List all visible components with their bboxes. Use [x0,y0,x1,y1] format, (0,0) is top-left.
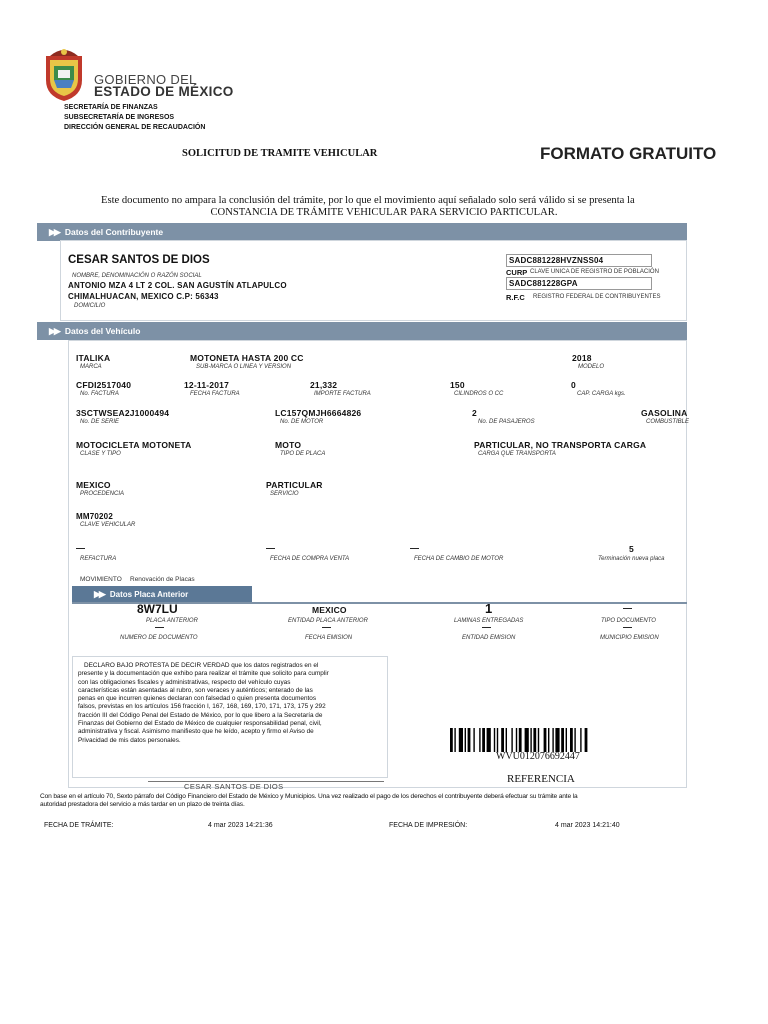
tipo-doc-value: — [623,603,632,613]
fecha-impresion-value: 4 mar 2023 14:21:40 [555,822,620,829]
tipo-placa-label: TIPO DE PLACA [280,451,326,457]
refactura-value: — [76,543,85,553]
declaracion-line: penas en que incurren quienes declaran con falsedad o quien presenta documentos [78,695,317,703]
combustible-label: COMBUSTIBLE [646,419,690,425]
legal-line-1: Con base en el artículo 70, Sexto párrafo del Código Financiero del Estado de México y Municipios. Una vez realizado el pago de los derechos el contribuyente deberá efectuar su trámite ante la [40,793,578,800]
pasajeros-value: 2 [472,408,477,418]
terminacion-value: 5 [629,544,634,554]
clase-value: MOTOCICLETA MOTONETA [76,440,192,450]
chevron-right-icon: ▶▶ [49,227,59,237]
carga-label: CAP. CARGA kgs. [577,391,626,397]
form-title: SOLICITUD DE TRAMITE VEHICULAR [182,148,378,159]
importe-value: 21,332 [310,380,338,390]
laminas-label: LAMINAS ENTREGADAS [454,618,524,624]
factura-label: No. FACTURA [80,391,119,397]
fecha-emision-value: — [322,622,331,632]
tipo-doc-label: TIPO DOCUMENTO [601,618,656,624]
clase-label: CLASE Y TIPO [80,451,121,457]
terminacion-label: Terminación nueva placa [598,556,665,562]
modelo-label: MODELO [578,364,605,370]
combustible-value: GASOLINA [641,408,688,418]
fecha-compra-label: FECHA DE COMPRA VENTA [270,556,350,562]
fecha-tramite-label: FECHA DE TRÁMITE: [44,822,114,829]
name-label: NOMBRE, DENOMINACIÓN O RAZÓN SOCIAL [72,273,202,279]
legal-line-2: autoridad prestadora del servicio a más tardar en un plazo de treinta días. [40,801,245,808]
declaracion-line: Finanzas del Gobierno del Estado de México de cualquier responsabilidad penal, civil, [78,720,322,728]
num-doc-value: — [155,622,164,632]
address-label: DOMICILIO [74,303,106,309]
vehiculo-section-title: Datos del Vehículo [64,326,141,336]
curp-label: CLAVE UNICA DE REGISTRO DE POBLACIÓN [530,269,659,275]
declaracion-line: características están asentadas al rubro, son veraces y auténticos; enterado de las [78,686,313,694]
marca-label: MARCA [80,364,102,370]
gov-line-1: GOBIERNO DEL [94,72,197,87]
declaracion-line: presente y la documentación que exhibo para realizar el trámite que solicito para cumplir [78,670,329,678]
entidad-label: ENTIDAD PLACA ANTERIOR [288,618,368,624]
pasajeros-label: No. DE PASAJEROS [478,419,535,425]
laminas-value: 1 [485,601,493,616]
municipio-value: — [623,622,632,632]
address-line-1: ANTONIO MZA 4 LT 2 COL. SAN AGUSTÍN ATLAPULCO [68,281,287,290]
clave-value: MM70202 [76,512,113,521]
num-doc-label: NUMERO DE DOCUMENTO [120,635,198,641]
dept-3: DIRECCIÓN GENERAL DE RECAUDACIÓN [64,124,206,131]
contribuyente-name: CESAR SANTOS DE DIOS [68,254,210,266]
clave-label: CLAVE VEHICULAR [80,522,136,528]
declaracion-line: falsos, previstas en los artículos 156 fracción I, 167, 168, 169, 170, 171, 173, 175 y 292 [78,703,326,711]
placa-section-header [72,586,252,602]
notice-line-1: Este documento no ampara la conclusión del trámite, por lo que el movimiento aquí señalado solo será válido si se presenta la [101,195,635,206]
notice-line-2: CONSTANCIA DE TRÁMITE VEHICULAR PARA SERVICIO PARTICULAR. [210,207,558,218]
submarca-label: SUB-MARCA O LINEA Y VERSION [196,364,292,370]
rfc-key: R.F.C [506,293,525,302]
declaracion-line: Privacidad de mis datos personales. [78,736,181,744]
carga-value: 0 [571,380,576,390]
fecha-factura-label: FECHA FACTURA [190,391,240,397]
placa-section-title: Datos Placa Anterior [109,590,189,599]
procedencia-value: MEXICO [76,480,111,490]
carga-transporta-label: CARGA QUE TRANSPORTA [478,451,556,457]
rfc-label: REGISTRO FEDERAL DE CONTRIBUYENTES [533,294,661,300]
movimiento-key: MOVIMIENTO [80,576,122,583]
barcode [450,728,638,752]
entidad-emision-value: — [482,622,491,632]
entidad-emision-label: ENTIDAD EMISION [462,635,516,641]
gov-line-2: ESTADO DE MÉXICO [94,84,234,99]
entidad-value: MEXICO [312,605,347,615]
serie-value: 3SCTWSEA2J1000494 [76,408,170,418]
curp-key: CURP [506,268,528,277]
declaracion-line: fracción III del Código Penal del Estado de México, por lo que libero a la Secretaría de [78,711,323,719]
chevron-right-icon: ▶▶ [94,589,104,599]
rfc-value: SADC881228GPA [506,277,652,290]
barcode-text: WVU012076692447 [496,751,580,762]
dept-1: SECRETARÍA DE FINANZAS [64,104,158,111]
importe-label: IMPORTE FACTURA [314,391,371,397]
estado-de-mexico-seal-logo [40,46,88,102]
motor-label: No. DE MOTOR [280,419,324,425]
declaracion-text [78,662,384,745]
contribuyente-section-title: Datos del Contribuyente [64,227,164,237]
serie-label: No. DE SERIE [80,419,120,425]
declaracion-line: administrativa y fiscal. Asimismo manifiesto que he leído, acepto y firmo el Aviso de [78,728,314,736]
procedencia-label: PROCEDENCIA [80,491,125,497]
placa-anterior-value: 8W7LU [137,602,178,616]
curp-value: SADC881228HVZNSS04 [506,254,652,267]
fecha-motor-value: — [410,543,419,553]
signer-name: CESAR SANTOS DE DIOS [184,782,284,791]
vehiculo-section-header [37,322,687,340]
referencia-label: REFERENCIA [507,773,575,785]
tipo-placa-value: MOTO [275,440,302,450]
servicio-label: SERVICIO [270,491,299,497]
submarca-value: MOTONETA HASTA 200 CC [190,353,304,363]
address-line-2: CHIMALHUACAN, MEXICO C.P: 56343 [68,292,219,301]
free-format-label: FORMATO GRATUITO [540,144,717,163]
motor-value: LC157QMJH6664826 [275,408,362,418]
fecha-tramite-value: 4 mar 2023 14:21:36 [208,822,273,829]
cilindros-value: 150 [450,380,465,390]
marca-value: ITALIKA [76,353,111,363]
modelo-value: 2018 [572,353,592,363]
fecha-factura-value: 12-11-2017 [184,380,230,390]
placa-anterior-label: PLACA ANTERIOR [146,618,198,624]
municipio-label: MUNICIPIO EMISION [600,635,659,641]
declaracion-line: DECLARO BAJO PROTESTA DE DECIR VERDAD que los datos registrados en el [84,662,319,669]
factura-value: CFDI2517040 [76,380,132,390]
movimiento-value: Renovación de Placas [130,576,195,583]
carga-transporta-value: PARTICULAR, NO TRANSPORTA CARGA [474,440,647,450]
refactura-label: REFACTURA [80,556,117,562]
contribuyente-section-header [37,223,687,241]
chevron-right-icon: ▶▶ [49,326,59,336]
fecha-impresion-label: FECHA DE IMPRESIÓN: [389,822,468,829]
fecha-compra-value: — [266,543,275,553]
dept-2: SUBSECRETARÍA DE INGRESOS [64,114,175,121]
cilindros-label: CILINDROS O CC [454,391,504,397]
fecha-motor-label: FECHA DE CAMBIO DE MOTOR [414,556,504,562]
declaracion-line: con las obligaciones fiscales y administrativas, respecto del vehículo cuyas [78,678,291,686]
servicio-value: PARTICULAR [266,480,323,490]
fecha-emision-label: FECHA EMISION [305,635,353,641]
